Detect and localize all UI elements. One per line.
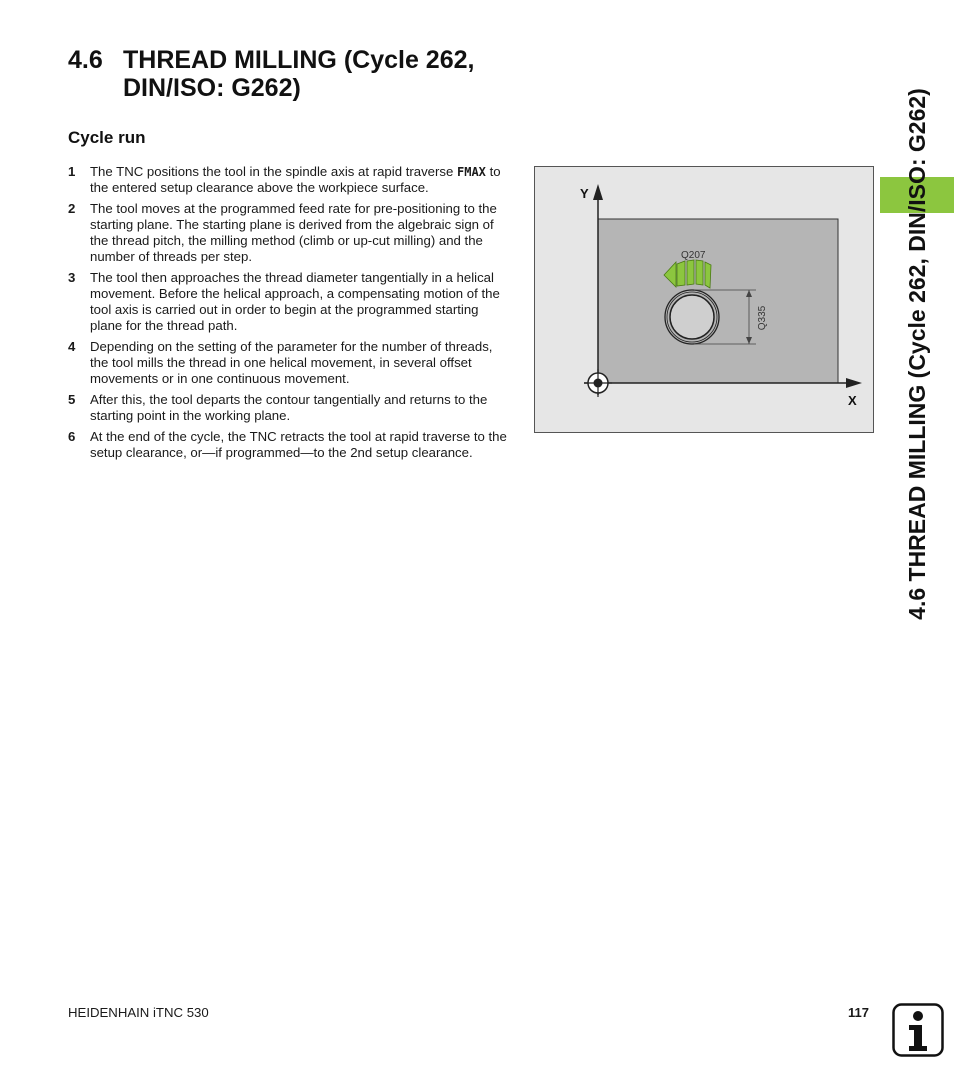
- list-item: [68, 270, 513, 334]
- page-title: [68, 46, 474, 102]
- title-line-2: DIN/ISO: G262): [123, 74, 301, 102]
- list-item: [68, 392, 513, 424]
- step-text: [90, 164, 513, 196]
- step-number: 4: [68, 339, 76, 354]
- step-text-part: The TNC positions the tool in the spindle axis at rapid traverse: [90, 164, 457, 179]
- list-item: [68, 201, 513, 265]
- list-item: [68, 339, 513, 387]
- step-number: 5: [68, 392, 76, 407]
- thread-bore-icon: [665, 290, 719, 344]
- y-axis-label: Y: [580, 186, 589, 201]
- step-text-part: to the entered setup clearance above the workpiece surface.: [90, 164, 501, 195]
- section-subtitle: Cycle run: [68, 128, 146, 147]
- q207-label: Q207: [681, 250, 706, 261]
- step-number: 6: [68, 429, 76, 444]
- workpiece: [598, 219, 838, 383]
- step-number: 3: [68, 270, 76, 285]
- step-text: The tool moves at the programmed feed rate for pre-positioning to the starting plane. The starting plane is derived from the algebraic sign of the thread pitch, the milling method (climb or up-cut milling) and the number of threads per step.: [90, 201, 497, 264]
- x-axis-label: X: [848, 393, 857, 408]
- list-item: [68, 164, 513, 196]
- side-chapter-title: 4.6 THREAD MILLING (Cycle 262, DIN/ISO: G262): [904, 88, 930, 620]
- page-number: 117: [848, 1005, 869, 1020]
- step-list: [68, 164, 513, 466]
- step-number: 2: [68, 201, 76, 216]
- footer-product: HEIDENHAIN iTNC 530: [68, 1005, 209, 1020]
- step-text: The tool then approaches the thread diameter tangentially in a helical movement. Before the helical approach, a compensating motion of the tool axis is carried out in order to begin at the programmed starting plane for the thread path.: [90, 270, 500, 333]
- list-item: [68, 429, 513, 461]
- step-number: 1: [68, 164, 76, 179]
- step-text: After this, the tool departs the contour tangentially and returns to the starting point in the working plane.: [90, 392, 488, 423]
- code-fmax: FMAX: [457, 165, 486, 179]
- step-text: Depending on the setting of the parameter for the number of threads, the tool mills the thread in one helical movement, in several offset movements or in one continuous movement.: [90, 339, 493, 386]
- q335-label: Q335: [757, 305, 768, 331]
- cycle-diagram: [534, 166, 874, 433]
- info-icon: [892, 1003, 944, 1057]
- step-text: At the end of the cycle, the TNC retracts the tool at rapid traverse to the setup clearance, or—if programmed—to the 2nd setup clearance.: [90, 429, 507, 460]
- section-number: 4.6: [68, 46, 103, 74]
- title-line-1: THREAD MILLING (Cycle 262,: [123, 46, 475, 74]
